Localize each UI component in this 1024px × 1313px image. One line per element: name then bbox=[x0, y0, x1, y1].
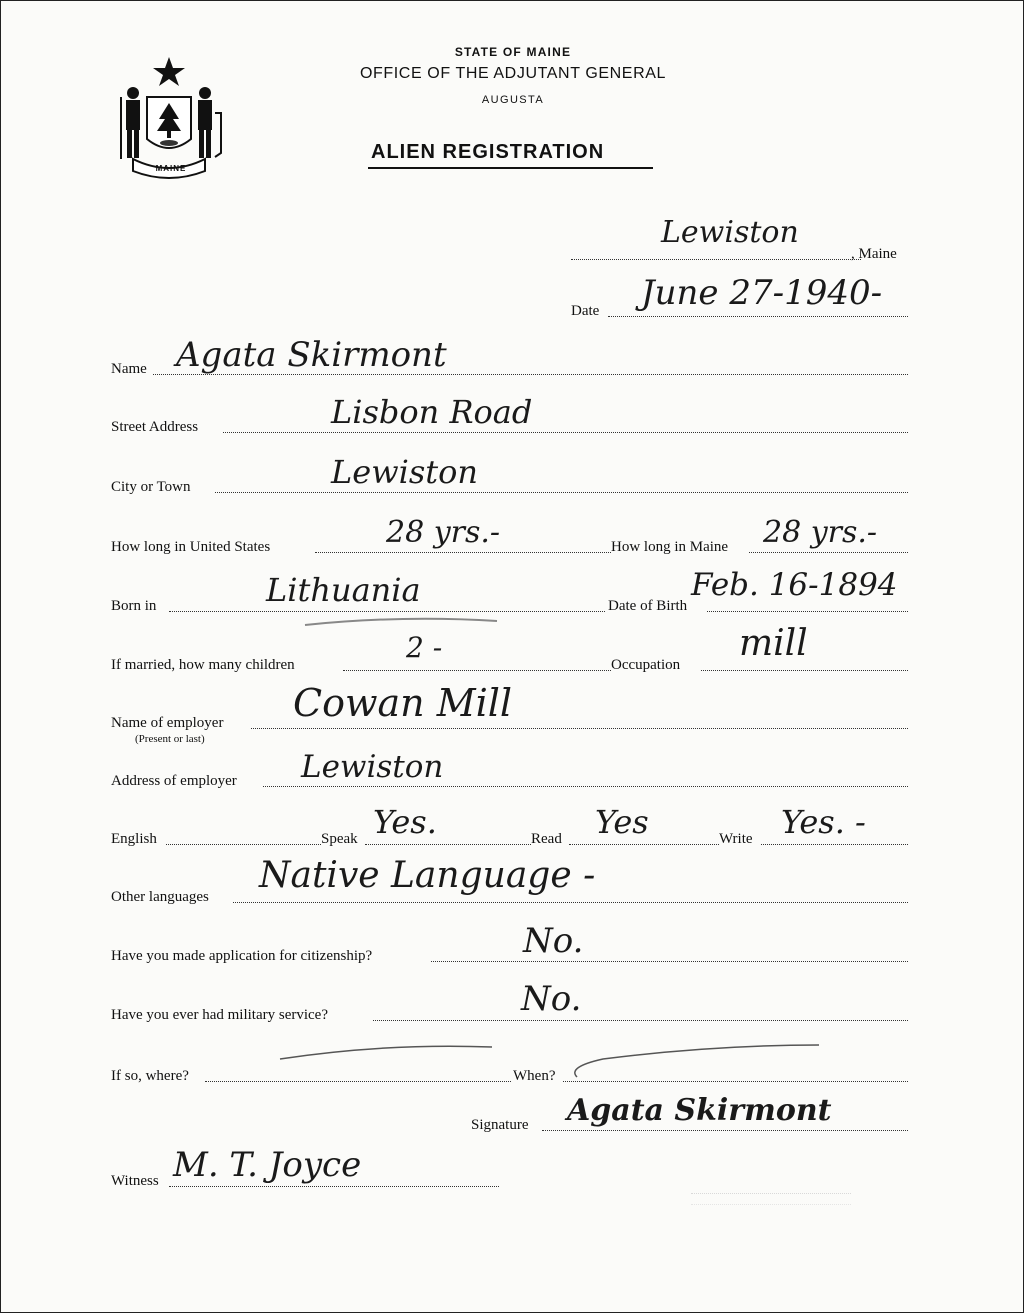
where-line bbox=[205, 1081, 511, 1082]
occupation-label: Occupation bbox=[611, 657, 681, 673]
speak-label: Speak bbox=[321, 831, 358, 847]
form-title: ALIEN REGISTRATION bbox=[371, 141, 605, 163]
children-line bbox=[343, 670, 611, 671]
street-value: Lisbon Road bbox=[331, 393, 533, 431]
employer-line bbox=[251, 728, 908, 729]
born-in-line bbox=[169, 611, 605, 612]
header-office: OFFICE OF THE ADJUTANT GENERAL bbox=[359, 65, 667, 82]
city-line bbox=[215, 492, 908, 493]
pencil-underline bbox=[301, 613, 501, 633]
employer-address-label: Address of employer bbox=[111, 773, 237, 789]
witness-value: M. T. Joyce bbox=[173, 1145, 362, 1185]
born-in-label: Born in bbox=[111, 598, 157, 614]
read-label: Read bbox=[531, 831, 562, 847]
citizenship-value: No. bbox=[523, 921, 584, 961]
employer-address-value: Lewiston bbox=[301, 749, 444, 785]
signature-label: Signature bbox=[471, 1117, 529, 1133]
military-value: No. bbox=[521, 979, 582, 1019]
date-line bbox=[608, 316, 908, 317]
signature-value: Agata Skirmont bbox=[567, 1093, 832, 1128]
us-years-line bbox=[315, 552, 611, 553]
header-state: STATE OF MAINE bbox=[454, 45, 572, 59]
dob-label: Date of Birth bbox=[608, 598, 688, 614]
name-label: Name bbox=[111, 361, 147, 377]
read-value: Yes bbox=[595, 803, 649, 841]
street-label: Street Address bbox=[111, 419, 199, 435]
read-line bbox=[569, 844, 719, 845]
when-dash-stroke bbox=[563, 1041, 823, 1081]
maine-years-label: How long in Maine bbox=[611, 539, 729, 555]
city-label: City or Town bbox=[111, 479, 191, 495]
employer-address-line bbox=[263, 786, 908, 787]
write-line bbox=[761, 844, 908, 845]
english-line bbox=[166, 844, 321, 845]
date-label: Date bbox=[571, 303, 600, 319]
signature-line bbox=[542, 1130, 908, 1131]
occupation-value: mill bbox=[739, 623, 808, 664]
maine-years-value: 28 yrs.- bbox=[763, 515, 878, 550]
english-label: English bbox=[111, 831, 157, 847]
us-years-value: 28 yrs.- bbox=[386, 515, 501, 550]
date-value: June 27-1940- bbox=[641, 273, 883, 313]
where-dash-stroke bbox=[276, 1041, 496, 1065]
city-value: Lewiston bbox=[331, 453, 478, 491]
name-value: Agata Skirmont bbox=[176, 335, 447, 375]
place-line bbox=[571, 259, 861, 260]
title-underline bbox=[368, 167, 653, 169]
witness-label: Witness bbox=[111, 1173, 159, 1189]
write-label: Write bbox=[719, 831, 753, 847]
other-languages-value: Native Language - bbox=[259, 855, 596, 896]
street-line bbox=[223, 432, 908, 433]
employer-value: Cowan Mill bbox=[293, 681, 513, 725]
header-city: AUGUSTA bbox=[481, 94, 545, 106]
dob-value: Feb. 16-1894 bbox=[691, 567, 898, 603]
employer-label: Name of employer bbox=[111, 715, 224, 731]
military-line bbox=[373, 1020, 908, 1021]
place-value: Lewiston bbox=[661, 215, 799, 250]
children-label: If married, how many children bbox=[111, 657, 295, 673]
employer-sublabel: (Present or last) bbox=[135, 733, 205, 745]
born-in-value: Lithuania bbox=[266, 571, 421, 609]
place-label: , Maine bbox=[851, 246, 897, 262]
citizenship-line bbox=[431, 961, 908, 962]
write-value: Yes. - bbox=[781, 803, 866, 841]
occupation-line bbox=[701, 670, 908, 671]
speak-value: Yes. bbox=[373, 803, 437, 841]
other-languages-label: Other languages bbox=[111, 889, 209, 905]
where-label: If so, where? bbox=[111, 1068, 189, 1084]
other-languages-line bbox=[233, 902, 908, 903]
military-label: Have you ever had military service? bbox=[111, 1007, 328, 1023]
speak-line bbox=[365, 844, 531, 845]
faint-stamp-mark bbox=[691, 1193, 851, 1205]
witness-line bbox=[169, 1186, 499, 1187]
children-value: 2 - bbox=[406, 631, 443, 664]
citizenship-label: Have you made application for citizenship? bbox=[111, 948, 373, 964]
seal-motto: MAINE bbox=[155, 164, 187, 173]
when-label: When? bbox=[513, 1068, 556, 1084]
maine-years-line bbox=[749, 552, 908, 553]
when-line bbox=[563, 1081, 908, 1082]
dob-line bbox=[707, 611, 908, 612]
us-years-label: How long in United States bbox=[111, 539, 271, 555]
